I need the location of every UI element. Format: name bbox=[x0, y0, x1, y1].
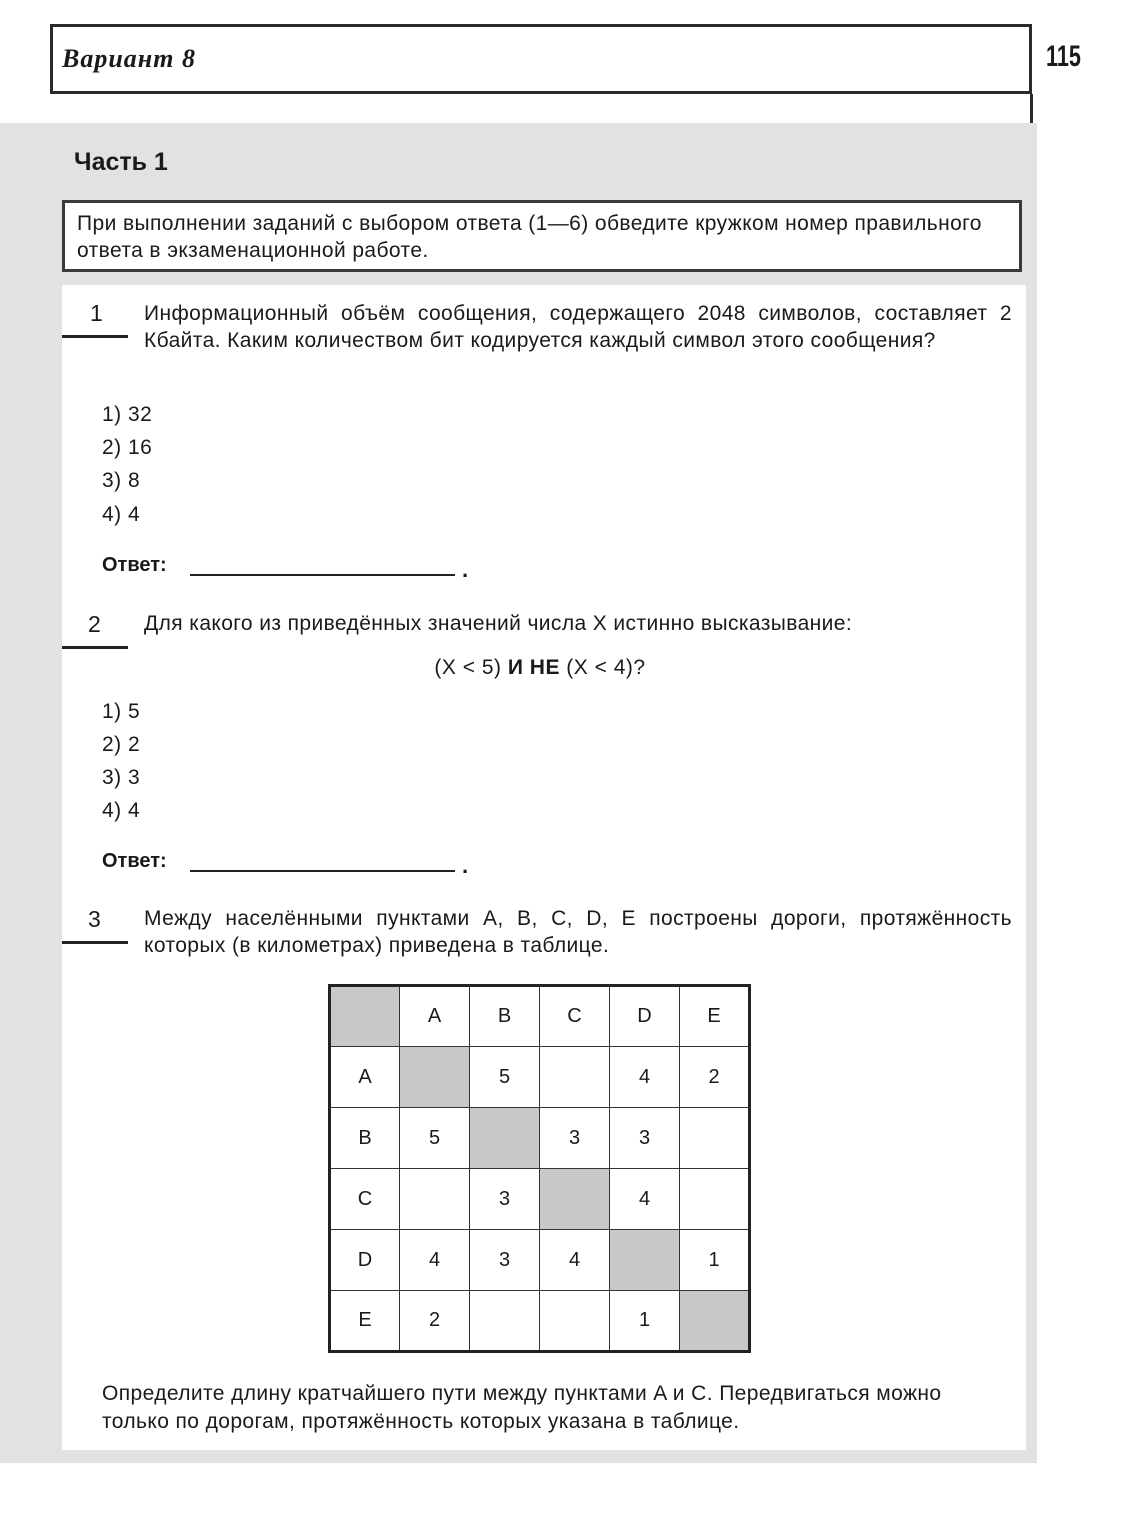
distance-table bbox=[328, 984, 751, 1353]
table-cell: 5 bbox=[470, 1047, 540, 1108]
table-cell bbox=[400, 1169, 470, 1230]
table-cell: 1 bbox=[610, 1291, 680, 1352]
table-cell: 5 bbox=[400, 1108, 470, 1169]
question-2-option-4[interactable]: 4) 4 bbox=[102, 799, 141, 822]
table-header-cell: B bbox=[470, 986, 540, 1047]
question-1-answer-field[interactable] bbox=[190, 574, 455, 576]
table-cell: 3 bbox=[610, 1108, 680, 1169]
question-2-option-3[interactable]: 3) 3 bbox=[102, 766, 141, 789]
question-2-marker bbox=[62, 646, 128, 649]
formula-right: (X < 4)? bbox=[566, 656, 646, 679]
question-1-number: 1 bbox=[90, 300, 103, 326]
table-row-header: D bbox=[330, 1230, 400, 1291]
question-2-number: 2 bbox=[88, 611, 101, 637]
question-3-text: Между населёнными пунктами A, B, C, D, E построены дороги, протяжённость которых (в километрах) приведена в таблице. bbox=[144, 907, 1012, 957]
question-1-text: Информационный объём сообщения, содержащего 2048 символов, составляет 2 Кбайта. Каким количеством бит кодируется каждый символ этого сообщения? bbox=[144, 302, 1012, 352]
header-divider bbox=[1030, 94, 1033, 126]
table-header-cell: E bbox=[680, 986, 750, 1047]
table-cell: 3 bbox=[540, 1108, 610, 1169]
table-row-header: A bbox=[330, 1047, 400, 1108]
table-row bbox=[330, 1291, 750, 1352]
table-row-header: E bbox=[330, 1291, 400, 1352]
table-row bbox=[330, 1108, 750, 1169]
question-2-option-2[interactable]: 2) 2 bbox=[102, 733, 141, 756]
question-1-answer-dot: . bbox=[462, 557, 469, 582]
question-1-answer-label: Ответ: bbox=[102, 554, 167, 576]
question-1-marker bbox=[62, 335, 128, 338]
table-cell bbox=[470, 1108, 540, 1169]
table-header-cell: D bbox=[610, 986, 680, 1047]
question-2-text: Для какого из приведённых значений числа X истинно высказывание: bbox=[144, 612, 853, 635]
page-number: 115 bbox=[1046, 40, 1081, 73]
table-row bbox=[330, 1047, 750, 1108]
table-cell bbox=[540, 1169, 610, 1230]
question-2-answer-label: Ответ: bbox=[102, 850, 167, 872]
table-cell: 3 bbox=[470, 1230, 540, 1291]
table-cell: 2 bbox=[400, 1291, 470, 1352]
formula-operator: И НЕ bbox=[507, 656, 560, 679]
question-3-number: 3 bbox=[88, 906, 101, 932]
question-2-formula bbox=[0, 656, 1080, 680]
table-cell bbox=[680, 1169, 750, 1230]
question-1-option-2[interactable]: 2) 16 bbox=[102, 436, 153, 459]
part-title: Часть 1 bbox=[74, 148, 168, 176]
question-1-option-1[interactable]: 1) 32 bbox=[102, 403, 153, 426]
formula-left: (X < 5) bbox=[434, 656, 502, 679]
table-row-header: C bbox=[330, 1169, 400, 1230]
table-cell: 4 bbox=[610, 1047, 680, 1108]
table-cell bbox=[680, 1291, 750, 1352]
question-2-answer-field[interactable] bbox=[190, 870, 455, 872]
question-3-marker bbox=[62, 941, 128, 944]
table-cell bbox=[610, 1230, 680, 1291]
table-header-cell: C bbox=[540, 986, 610, 1047]
table-corner-cell bbox=[330, 986, 400, 1047]
table-header-cell: A bbox=[400, 986, 470, 1047]
table-header-row bbox=[330, 986, 750, 1047]
question-1-option-3[interactable]: 3) 8 bbox=[102, 469, 141, 492]
table-cell bbox=[540, 1047, 610, 1108]
table-cell: 4 bbox=[400, 1230, 470, 1291]
variant-header-box bbox=[50, 24, 1032, 94]
table-cell bbox=[400, 1047, 470, 1108]
table-row bbox=[330, 1230, 750, 1291]
variant-title: Вариант 8 bbox=[62, 44, 196, 73]
table-cell: 2 bbox=[680, 1047, 750, 1108]
table-cell: 4 bbox=[540, 1230, 610, 1291]
table-cell bbox=[680, 1108, 750, 1169]
table-cell bbox=[540, 1291, 610, 1352]
table-row-header: B bbox=[330, 1108, 400, 1169]
instructions-box: При выполнении заданий с выбором ответа (1—6) обведите кружком номер правильного ответа в экзаменационной работе. bbox=[62, 200, 1022, 272]
question-1-option-4[interactable]: 4) 4 bbox=[102, 503, 141, 526]
question-2-option-1[interactable]: 1) 5 bbox=[102, 700, 141, 723]
table-cell bbox=[470, 1291, 540, 1352]
question-2-answer-dot: . bbox=[462, 853, 469, 878]
table-cell: 1 bbox=[680, 1230, 750, 1291]
table-cell: 4 bbox=[610, 1169, 680, 1230]
table-cell: 3 bbox=[470, 1169, 540, 1230]
question-3-task: Определите длину кратчайшего пути между пунктами A и C. Передвигаться можно только по дорогам, протяжённость которых указана в таблице. bbox=[102, 1382, 942, 1433]
table-row bbox=[330, 1169, 750, 1230]
